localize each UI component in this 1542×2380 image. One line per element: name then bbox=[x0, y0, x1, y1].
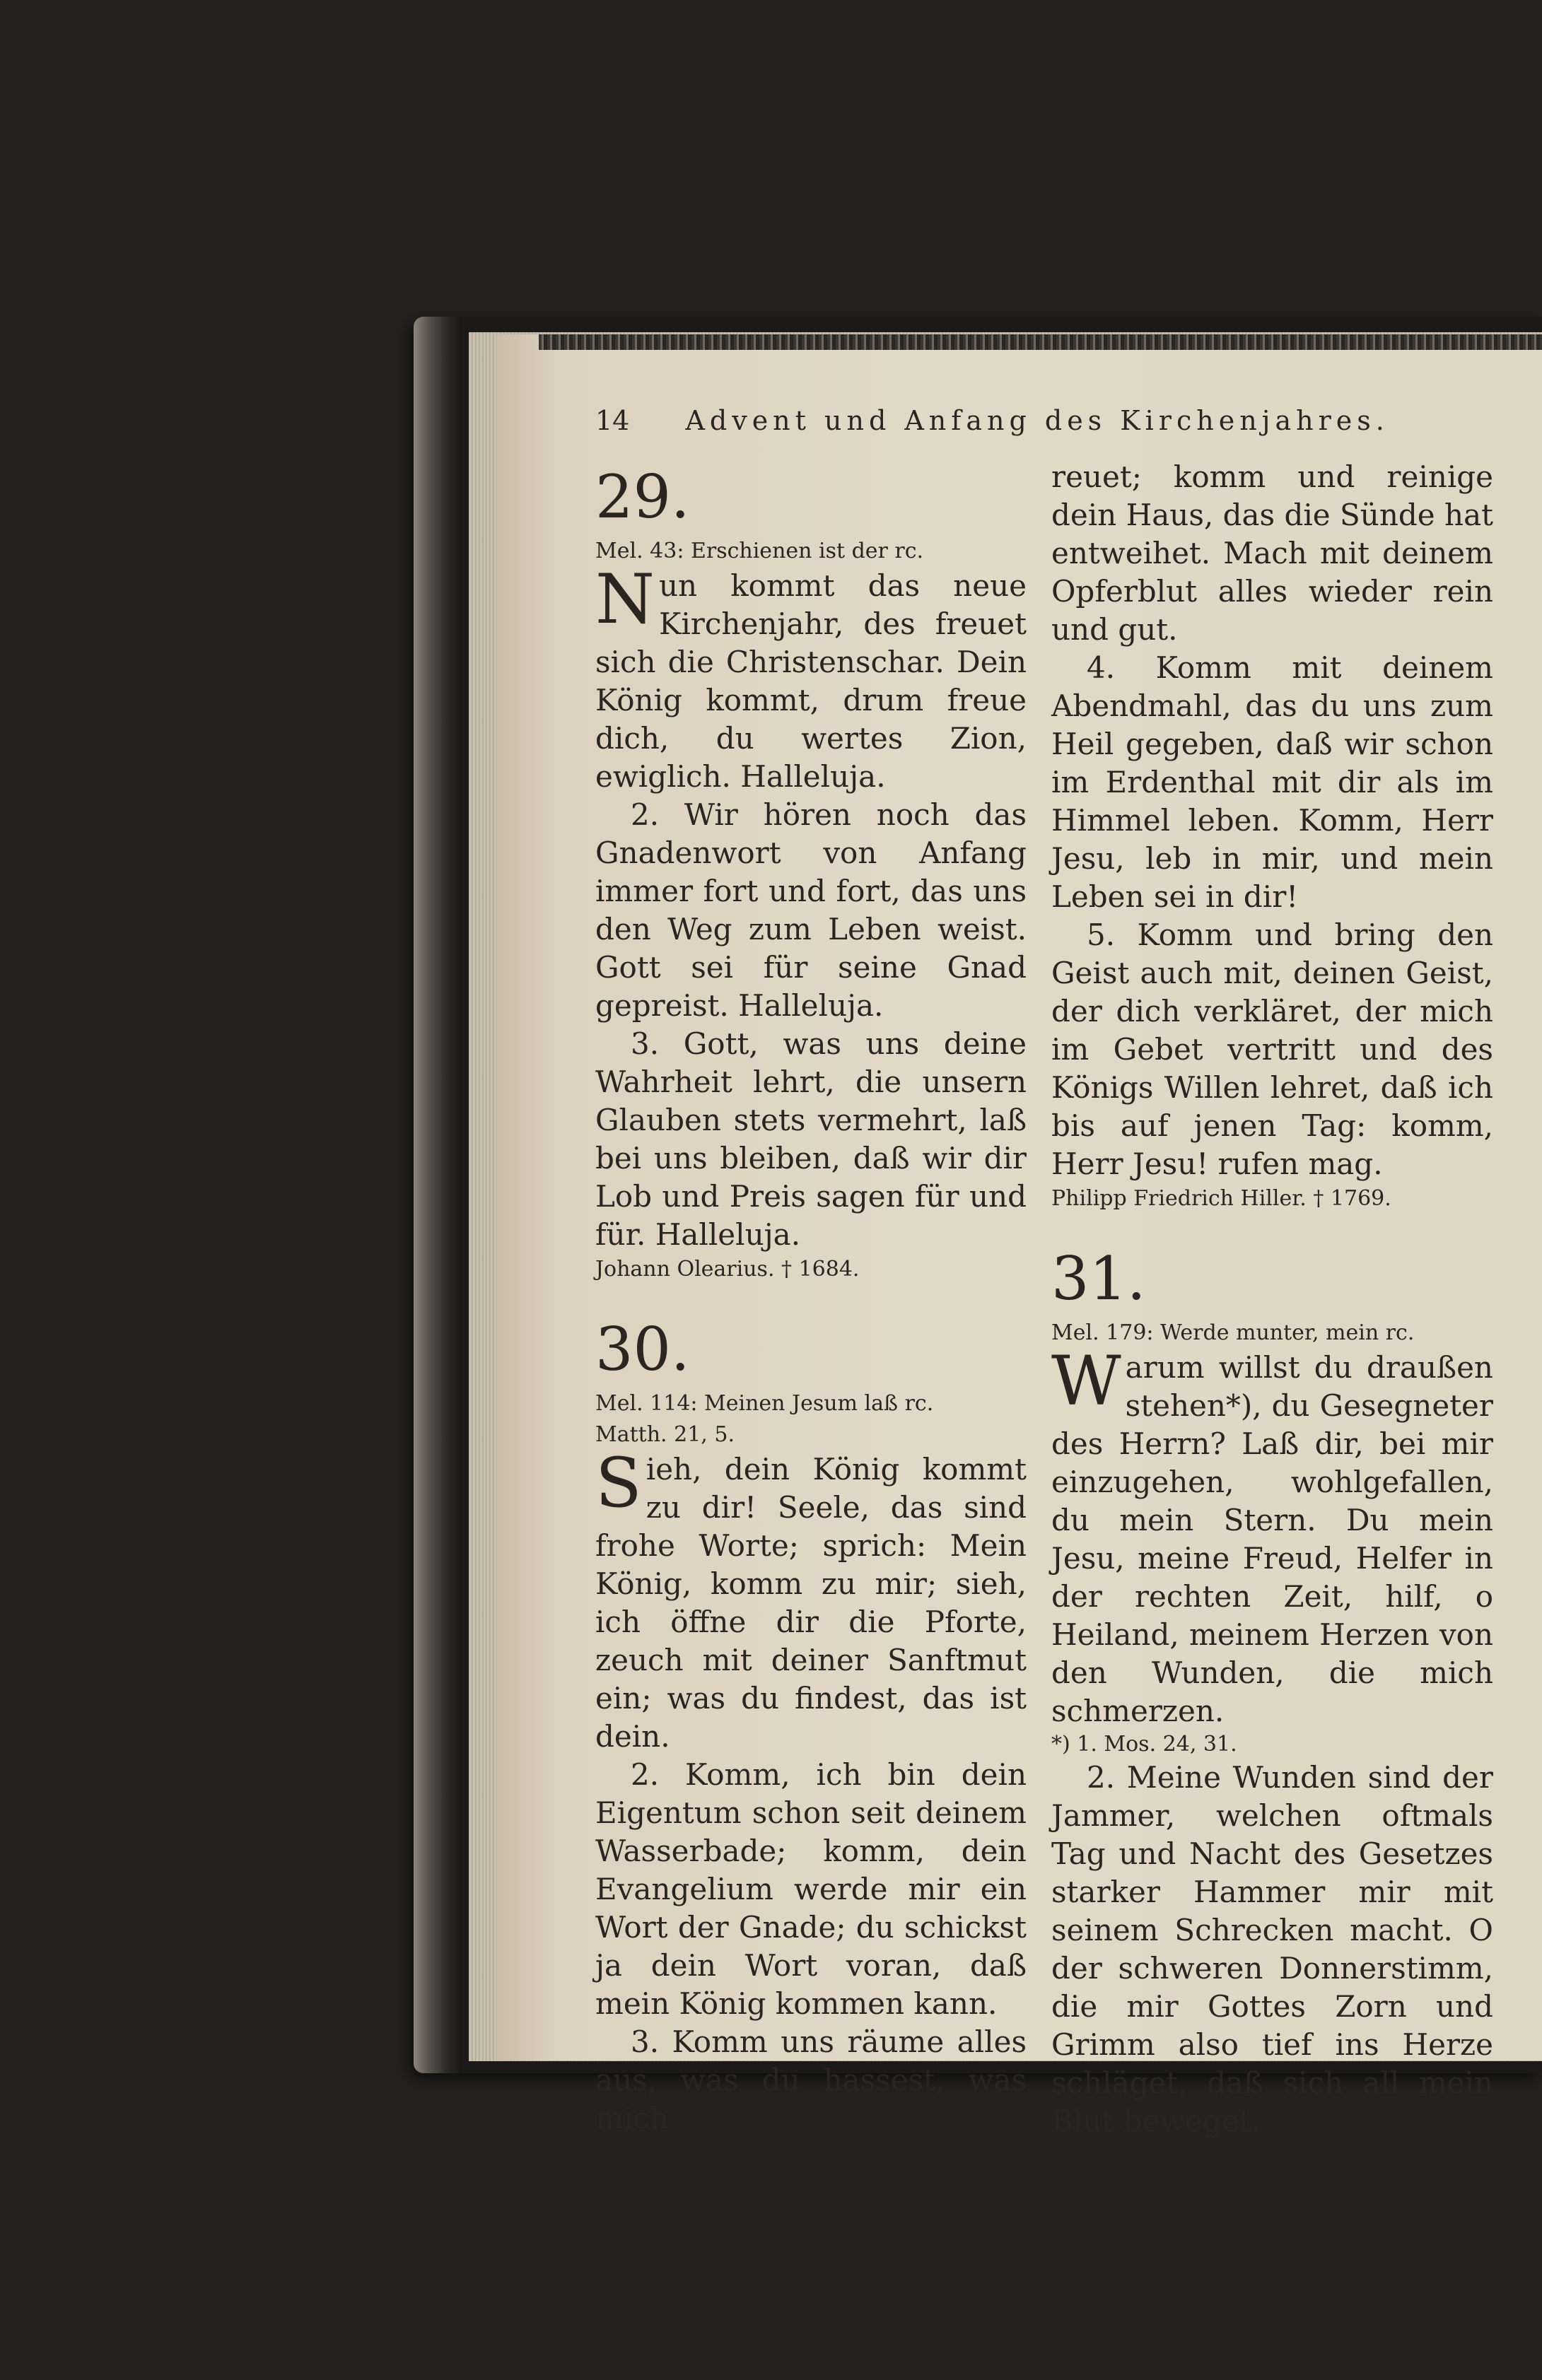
hymn-31-dropcap: W bbox=[1051, 1342, 1121, 1421]
hymn-30-verse-3: 3. Komm uns räume alles aus, was du hassest, was mich bbox=[595, 2024, 1027, 2135]
page-number: 14 bbox=[595, 405, 630, 436]
hymn-31-melody: Mel. 179: Werde munter, mein rc. bbox=[1051, 1320, 1415, 1345]
running-header bbox=[595, 405, 1514, 436]
hymn-30-continuation: reuet; komm und reinige dein Haus, das die Sünde hat entweihet. Mach mit deinem Opferblut alles wieder rein und gut. bbox=[1051, 459, 1493, 647]
hymn-29-melody: Mel. 43: Erschienen ist der rc. bbox=[595, 539, 924, 563]
hymn-number-31: 31. bbox=[1051, 1244, 1146, 1313]
hymn-number-30: 30. bbox=[595, 1315, 690, 1384]
hymn-29-verse-1 bbox=[595, 560, 1027, 796]
hymn-30-verse-1 bbox=[595, 1443, 1027, 1756]
hymn-31-verse-1-text: arum willst du draußen stehen*), du Gesegneter des Herrn? Laß dir, bei mir einzugehen, wohlgefallen, du mein Stern. Du mein Jesu, meine Freud, Helfer in der rechten Zeit, hilf, o Heiland, meinem Herzen von den Wunden, die mich schmerzen. bbox=[1051, 1350, 1493, 1728]
hymn-29-verse-3: 3. Gott, was uns deine Wahrheit lehrt, die unsern Glauben stets vermehrt, laß bei uns bleiben, daß wir dir Lob und Preis sagen für und für. Halleluja. bbox=[595, 1026, 1027, 1252]
hymn-29-verse-2: 2. Wir hören noch das Gnadenwort von Anfang immer fort und fort, das uns den Weg zum Leben weist. Gott sei für seine Gnad gepreist. Halleluja. bbox=[595, 797, 1027, 1023]
hymn-30-verse-4: 4. Komm mit deinem Abendmahl, das du uns zum Heil gegeben, daß wir schon im Erdenthal mit dir als im Himmel leben. Komm, Herr Jesu, leb in mir, und mein Leben sei in dir! bbox=[1051, 650, 1493, 914]
right-column bbox=[1051, 458, 1493, 2140]
hymn-30-verse-5: 5. Komm und bring den Geist auch mit, deinen Geist, der dich verkläret, der mich im Gebet vertritt und des Königs Willen lehret, daß ich bis auf jenen Tag: komm, Herr Jesu! rufen mag. bbox=[1051, 918, 1493, 1181]
book-spine-edge bbox=[414, 317, 460, 2073]
hymn-30-melody: Mel. 114: Meinen Jesum laß rc. bbox=[595, 1391, 934, 1416]
hymn-31-verse-2: 2. Meine Wunden sind der Jammer, welchen oftmals Tag und Nacht des Gesetzes starker Hammer mir mit seinem Schrecken macht. O der schweren Donnerstimm, die mir Gottes Zorn und Grimm also tief ins Herze schläget, daß sich all mein Blut beweget. bbox=[1051, 1760, 1493, 2138]
running-head: Advent und Anfang des Kirchenjahres. bbox=[685, 405, 1389, 436]
hymn-30-author: Philipp Friedrich Hiller. † 1769. bbox=[1051, 1186, 1391, 1211]
hymn-number-29: 29. bbox=[595, 462, 690, 532]
hymn-30-reference: Matth. 21, 5. bbox=[595, 1422, 735, 1447]
left-column bbox=[595, 458, 1027, 2138]
hymn-30-verse-1-text: ieh, dein König kommt zu dir! Seele, das sind frohe Worte; sprich: Mein König, komm zu mir; sieh, ich öffne dir die Pforte, zeuch mit deiner Sanftmut ein; was du findest, das ist dein. bbox=[595, 1452, 1027, 1754]
book-page bbox=[496, 334, 1542, 2138]
hymn-29-dropcap: N bbox=[595, 560, 655, 639]
book bbox=[414, 317, 1542, 2138]
hymn-31-footnote: *) 1. Mos. 24, 31. bbox=[1051, 1732, 1237, 1757]
hymn-29-author: Johann Olearius. † 1684. bbox=[595, 1257, 860, 1282]
hymn-29-verse-1-text: un kommt das neue Kirchenjahr, des freuet sich die Christenschar. Dein König kommt, drum freue dich, du wertes Zion, ewiglich. Halleluja. bbox=[595, 568, 1027, 794]
hymn-30-dropcap: S bbox=[595, 1443, 642, 1523]
hymn-31-verse-1 bbox=[1051, 1342, 1493, 1730]
page-top-edge bbox=[539, 334, 1542, 350]
hymn-30-verse-2: 2. Komm, ich bin dein Eigentum schon seit deinem Wasserbade; komm, dein Evangelium werde mir ein Wort der Gnade; du schickst ja dein Wort voran, daß mein König kommen kann. bbox=[595, 1757, 1027, 2021]
